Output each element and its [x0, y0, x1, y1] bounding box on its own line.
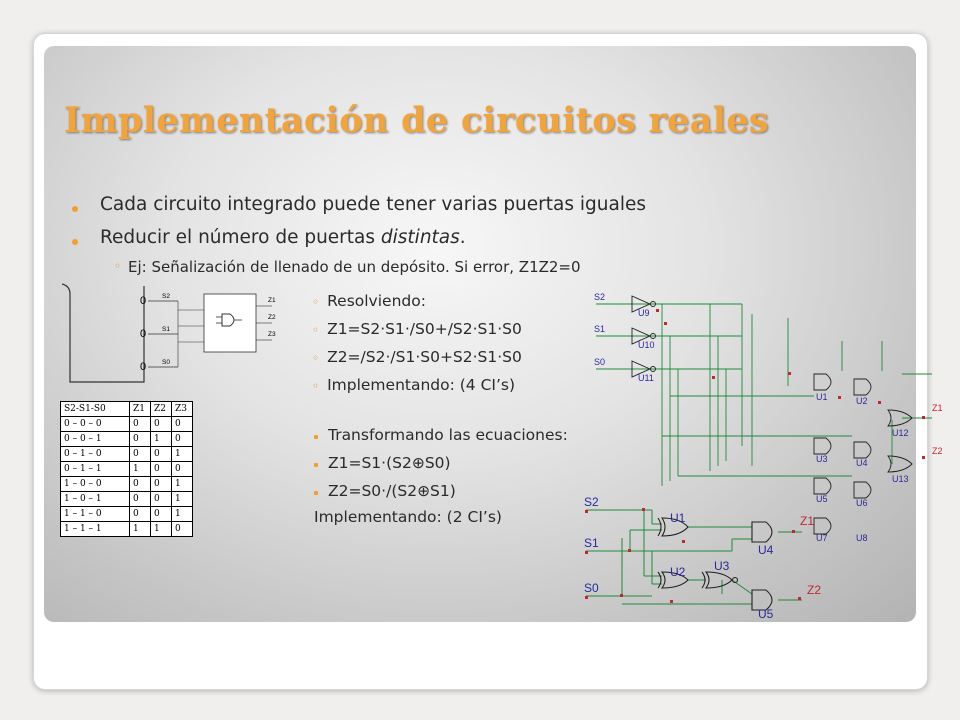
input-label: S2 [584, 495, 599, 509]
and-gate-icon [814, 374, 831, 390]
sensor-mark: 0 [140, 361, 147, 373]
table-cell: 0 [151, 492, 172, 507]
gate-label: U7 [816, 533, 828, 543]
table-cell: 0 [130, 447, 151, 462]
logic-block [204, 294, 256, 352]
table-cell: 0 [130, 477, 151, 492]
resolving-text: Implementando: (4 CI’s) [327, 376, 516, 394]
circuit-4ci [592, 286, 943, 543]
gate-label: U5 [816, 494, 828, 504]
table-row [61, 447, 193, 462]
table-cell: 0 – 0 – 0 [61, 417, 130, 432]
bullet-marker [314, 435, 318, 439]
table-row [61, 522, 193, 537]
input-label: S0 [584, 581, 599, 595]
input-label: S0 [594, 357, 606, 367]
table-cell: 1 – 0 – 1 [61, 492, 130, 507]
resolving-text: Resolviendo: [327, 292, 426, 310]
table-row [61, 507, 193, 522]
table-cell: 0 – 1 – 1 [61, 462, 130, 477]
table-row [61, 432, 193, 447]
sub-bullet: Ej: Señalización de llenado de un depósito. Si error, Z1Z2=0 [128, 258, 581, 276]
implementing-2ci: Implementando: (2 CI’s) [314, 508, 502, 526]
table-cell: 0 – 1 – 0 [61, 447, 130, 462]
gate-label: U3 [714, 559, 730, 573]
gate-label: U4 [856, 458, 868, 468]
gate-label: U2 [670, 565, 686, 579]
table-cell: 1 [151, 522, 172, 537]
transform-line: Transformando las ecuaciones: [328, 426, 568, 444]
resolving-text: Z1=S2·S1·/S0+/S2·S1·S0 [327, 320, 522, 338]
and-gate-icon [814, 478, 831, 494]
gate-label: U1 [816, 392, 828, 402]
header-cell: S2-S1-S0 [61, 402, 130, 417]
output-label: Z2 [807, 583, 822, 597]
sub-bullet-marker: ◦ [114, 259, 122, 273]
header-cell: Z1 [130, 402, 151, 417]
circuit-2ci [582, 494, 832, 619]
gate-label: U9 [638, 308, 650, 318]
table-cell: 1 [130, 462, 151, 477]
gate-label: U5 [758, 607, 774, 621]
table-cell: 1 – 1 – 1 [61, 522, 130, 537]
bullet-marker [72, 239, 78, 245]
bullet-2-emphasis: distintas [380, 227, 460, 248]
table-row [61, 477, 193, 492]
input-label: S1 [594, 324, 606, 334]
header-cell: Z2 [151, 402, 172, 417]
and-gate-icon [752, 522, 772, 542]
output-label: Z1 [800, 514, 815, 528]
table-cell: 0 [151, 477, 172, 492]
truth-table-header [61, 402, 193, 417]
sensor-label: S2 [162, 293, 170, 300]
resolving-line: ◦ Resolviendo: [312, 292, 426, 310]
gate-label: U4 [758, 543, 774, 557]
bullet-2-text: Reducir el número de puertas [100, 227, 381, 248]
gate-label: U1 [670, 511, 686, 525]
table-cell: 1 [130, 522, 151, 537]
truth-table [60, 401, 193, 537]
gate-label: U13 [892, 474, 909, 484]
table-cell: 1 – 0 – 0 [61, 477, 130, 492]
tank-diagram [58, 282, 288, 397]
sensor-label: S0 [162, 359, 170, 366]
bullet-2-tail: . [459, 227, 466, 248]
table-cell: 1 [172, 447, 193, 462]
slide-title: Implementación de circuitos reales [64, 100, 769, 141]
table-cell: 1 [172, 507, 193, 522]
table-cell: 0 [151, 462, 172, 477]
tank-outline [62, 284, 147, 382]
and-gate-icon [854, 442, 871, 458]
gate-label: U12 [892, 428, 909, 438]
table-cell: 0 [151, 507, 172, 522]
table-cell: 0 – 0 – 1 [61, 432, 130, 447]
output-label: Z3 [268, 331, 276, 338]
and-gate-icon [854, 379, 871, 395]
resolving-line: ◦ Z2=/S2·/S1·S0+S2·S1·S0 [312, 348, 522, 366]
bullet-1: Cada circuito integrado puede tener varias puertas iguales [100, 194, 646, 215]
table-cell: 1 [172, 492, 193, 507]
bullet-marker [314, 491, 318, 495]
input-label: S2 [594, 292, 606, 302]
input-label: S1 [584, 536, 599, 550]
output-label: Z1 [932, 403, 943, 413]
table-cell: 0 [130, 507, 151, 522]
resolving-text: Z2=/S2·/S1·S0+S2·S1·S0 [327, 348, 522, 366]
bullet-2 [100, 227, 466, 248]
output-label: Z2 [932, 446, 943, 456]
sensor-mark: 0 [140, 328, 147, 340]
table-row [61, 417, 193, 432]
table-cell: 0 [130, 492, 151, 507]
table-cell: 0 [130, 417, 151, 432]
table-cell: 1 – 1 – 0 [61, 507, 130, 522]
table-cell: 0 [172, 432, 193, 447]
output-label: Z2 [268, 314, 276, 321]
table-cell: 1 [172, 477, 193, 492]
table-cell: 0 [151, 417, 172, 432]
gate-label: U8 [856, 533, 868, 543]
and-gate-icon [814, 438, 831, 454]
output-label: Z1 [268, 297, 276, 304]
and-gate-icon [854, 482, 871, 498]
resolving-line: ◦ Z1=S2·S1·/S0+/S2·S1·S0 [312, 320, 522, 338]
header-cell: Z3 [172, 402, 193, 417]
transform-line: Z1=S1·(S2⊕S0) [328, 454, 451, 472]
resolving-line: ◦ Implementando: (4 CI’s) [312, 376, 516, 394]
slide [44, 46, 943, 622]
gate-label: U6 [856, 498, 868, 508]
gate-label: U3 [816, 454, 828, 464]
table-cell: 0 [172, 462, 193, 477]
table-cell: 0 [172, 522, 193, 537]
table-cell: 0 [130, 432, 151, 447]
table-row [61, 492, 193, 507]
xnor-gate-icon [706, 572, 732, 588]
gate-label: U11 [638, 373, 654, 383]
table-cell: 0 [172, 417, 193, 432]
gate-label: U10 [638, 340, 655, 350]
sensor-mark: 0 [140, 295, 147, 307]
sensor-label: S1 [162, 326, 170, 333]
table-row [61, 462, 193, 477]
bullet-marker [72, 206, 78, 212]
bullet-marker [314, 463, 318, 467]
gate-label: U2 [856, 396, 868, 406]
table-cell: 0 [151, 447, 172, 462]
table-cell: 1 [151, 432, 172, 447]
transform-line: Z2=S0·/(S2⊕S1) [328, 482, 456, 500]
